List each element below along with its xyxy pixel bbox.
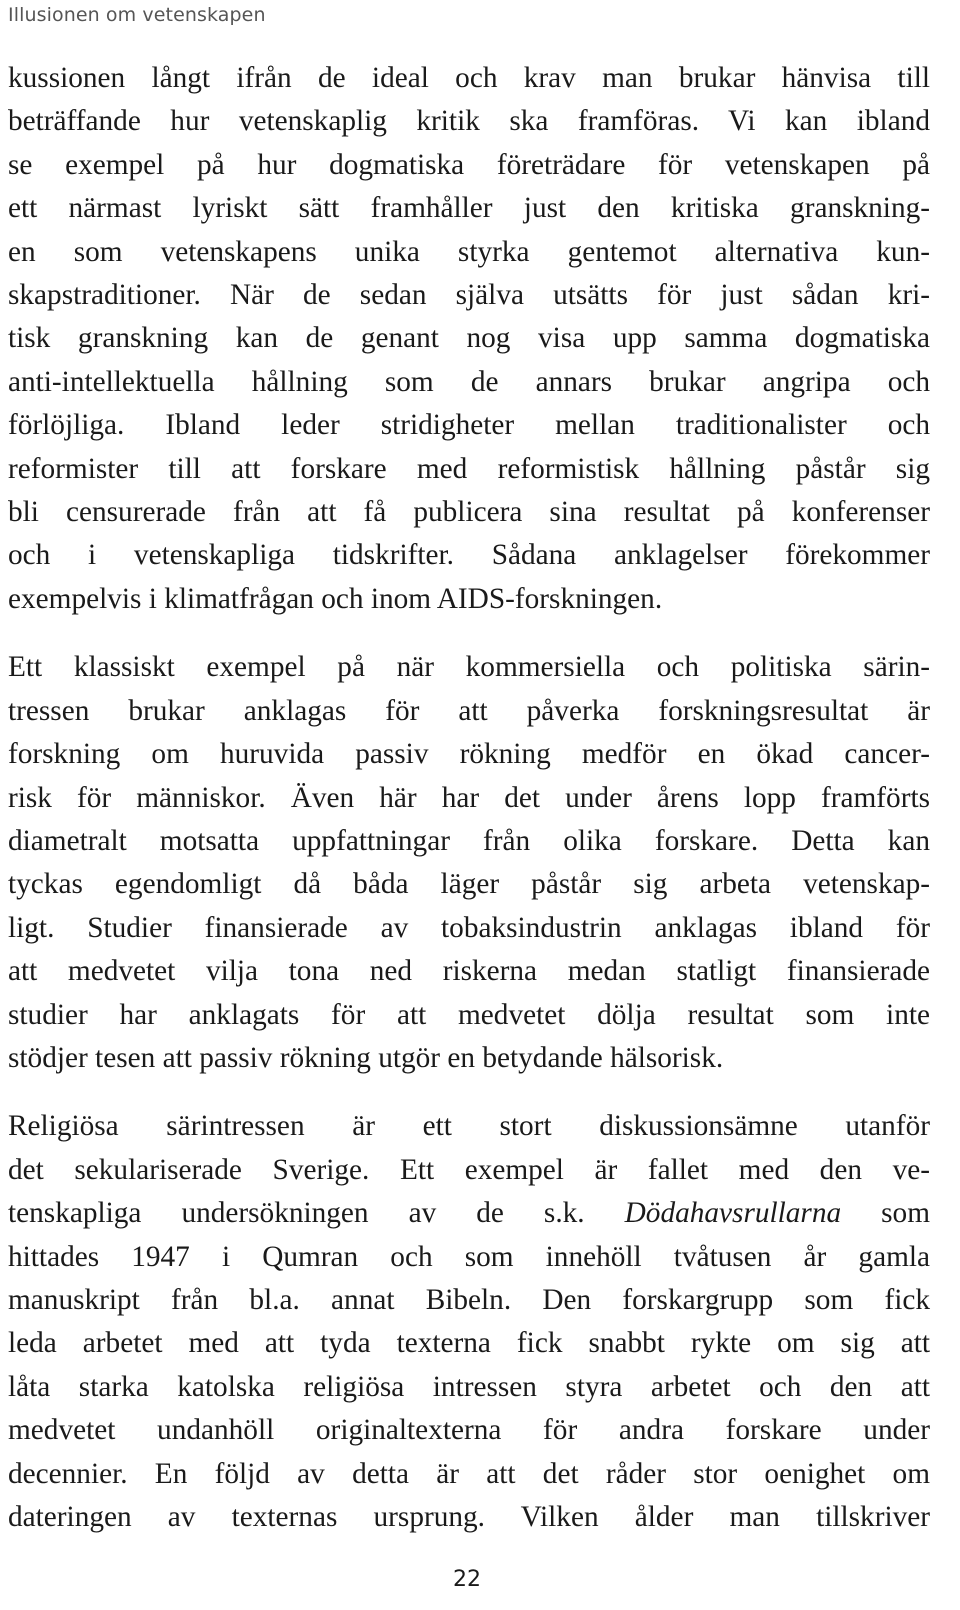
text-segment: tenskapliga undersökningen av de s.k.	[8, 1197, 585, 1230]
text-line: stödjer tesen att passiv rökning utgör en betydande hälsorisk.	[8, 1041, 724, 1074]
text-line: att medvetet vilja tona ned riskerna medan statligt finansierade	[8, 955, 930, 988]
text-line: reformister till att forskare med reformistisk hållning påstår sig	[8, 452, 930, 485]
text-line: och i vetenskapliga tidskrifter. Sådana anklagelser förekommer	[8, 539, 930, 572]
text-line: Religiösa särintressen är ett stort diskussionsämne utanför	[8, 1110, 930, 1143]
text-line: anti-intellektuella hållning som de annars brukar angripa och	[8, 365, 930, 398]
text-line: leda arbetet med att tyda texterna fick snabbt rykte om sig att	[8, 1327, 930, 1360]
text-line: låta starka katolska religiösa intressen styra arbetet och den att	[8, 1370, 930, 1403]
text-segment: som	[881, 1197, 930, 1230]
text-line: tressen brukar anklagas för att påverka forskningsresultat är	[8, 694, 930, 727]
paragraph-2	[8, 646, 930, 1080]
text-line: Ett klassiskt exempel på när kommersiella och politiska särin-	[8, 651, 930, 684]
text-line: studier har anklagats för att medvetet dölja resultat som inte	[8, 998, 930, 1031]
text-line: tyckas egendomligt då båda läger påstår sig arbeta vetenskap-	[8, 868, 930, 901]
paragraph-3	[8, 1105, 930, 1539]
text-line: exempelvis i klimatfrågan och inom AIDS-forskningen.	[8, 582, 663, 615]
text-line: decennier. En följd av detta är att det råder stor oenighet om	[8, 1457, 930, 1490]
text-line: se exempel på hur dogmatiska företrädare för vetenskapen på	[8, 148, 930, 181]
text-line: beträffande hur vetenskaplig kritik ska framföras. Vi kan ibland	[8, 105, 930, 138]
body-text	[8, 57, 930, 1539]
text-line: det sekulariserade Sverige. Ett exempel är fallet med den ve-	[8, 1153, 930, 1186]
text-line: en som vetenskapens unika styrka gentemot alternativa kun-	[8, 235, 930, 268]
text-line: diametralt motsatta uppfattningar från olika forskare. Detta kan	[8, 824, 930, 857]
text-line	[8, 1192, 930, 1235]
text-line: forskning om huruvida passiv rökning medför en ökad cancer-	[8, 738, 930, 771]
text-line: ett närmast lyriskt sätt framhåller just den kritiska granskning-	[8, 192, 930, 225]
text-line: bli censurerade från att få publicera sina resultat på konferenser	[8, 496, 930, 529]
book-title-italic: Dödahavsrullarna	[624, 1197, 842, 1230]
text-line: manuskript från bl.a. annat Bibeln. Den forskargrupp som fick	[8, 1283, 930, 1316]
paragraph-1	[8, 57, 930, 621]
running-header: Illusionen om vetenskapen	[8, 4, 266, 26]
text-line: förlöjliga. Ibland leder stridigheter mellan traditionalister och	[8, 409, 930, 442]
text-line: medvetet undanhöll originaltexterna för andra forskare under	[8, 1414, 930, 1447]
text-line: skapstraditioner. När de sedan själva utsätts för just sådan kri-	[8, 279, 930, 312]
text-line: tisk granskning kan de genant nog visa upp samma dogmatiska	[8, 322, 930, 355]
page-number: 22	[453, 1567, 481, 1592]
text-line: dateringen av texternas ursprung. Vilken ålder man tillskriver	[8, 1501, 930, 1533]
text-line: hittades 1947 i Qumran och som innehöll tvåtusen år gamla	[8, 1240, 930, 1273]
text-line: risk för människor. Även här har det under årens lopp framförts	[8, 781, 930, 814]
text-line: kussionen långt ifrån de ideal och krav man brukar hänvisa till	[8, 62, 930, 94]
text-line: ligt. Studier finansierade av tobaksindustrin anklagas ibland för	[8, 911, 930, 944]
